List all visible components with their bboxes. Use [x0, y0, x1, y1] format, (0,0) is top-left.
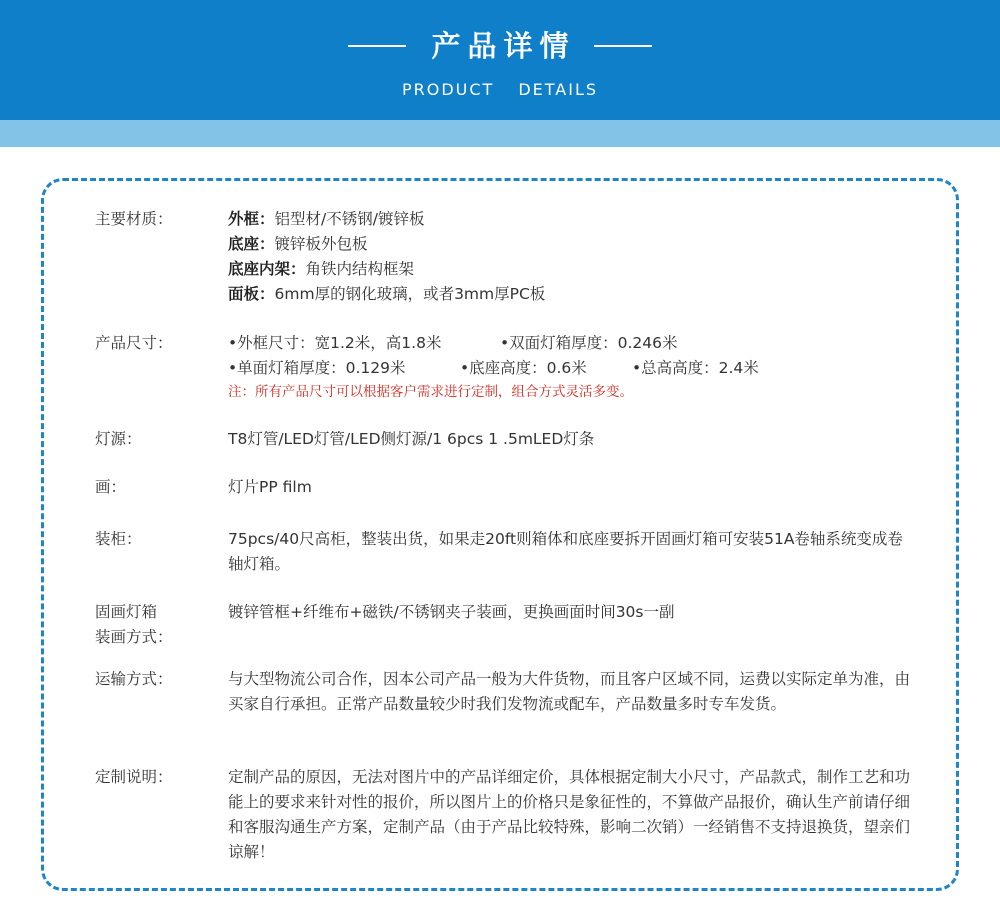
material-value: 铝型材/不锈钢/镀锌板: [274, 210, 425, 228]
material-key: 底座内架：: [228, 260, 306, 278]
materials-label: 主要材质：: [95, 210, 173, 228]
shipping-label: 运输方式：: [95, 670, 173, 688]
material-value: 镀锌板外包板: [274, 235, 368, 253]
light-value: T8灯管/LED灯管/LED侧灯源/1 6pcs 1 .5mLED灯条: [228, 430, 595, 448]
page-title: 产品详情: [431, 29, 576, 63]
subtitle-product: PRODUCT: [401, 79, 495, 99]
shipping-value: 与大型物流公司合作，因本公司产品一般为大件货物，而且客户区域不同，运费以实际定单为准，由买家自行承担。正常产品数量较少时我们发物流或配车，产品数量多时专车发货。: [228, 670, 911, 713]
row-light-source: [95, 427, 915, 452]
material-value: 6mm厚的钢化玻璃，或者3mm厚PC板: [274, 285, 546, 303]
loading-label: 装柜：: [95, 530, 142, 548]
material-key: 外框：: [228, 210, 275, 228]
material-item: [228, 282, 918, 307]
loading-value: 75pcs/40尺高柜，整装出货，如果走20ft则箱体和底座要拆开固画灯箱可安装51A卷轴系统变成卷轴灯箱。: [228, 530, 903, 573]
custom-label: 定制说明：: [95, 768, 173, 786]
material-value: 角铁内结构框架: [305, 260, 415, 278]
row-materials: [95, 207, 915, 313]
material-key: 面板：: [228, 285, 275, 303]
title-left-rule: [348, 45, 406, 47]
row-picture: [95, 475, 915, 500]
dimension-spec: •双面灯箱厚度：0.246米: [500, 334, 678, 352]
picture-label: 画：: [95, 478, 127, 496]
picture-value: 灯片PP film: [228, 478, 312, 496]
materials-content: [228, 207, 918, 307]
material-key: 底座：: [228, 235, 275, 253]
custom-value: 定制产品的原因，无法对图片中的产品详细定价，具体根据定制大小尺寸，产品款式，制作工艺和功能上的要求来针对性的报价，所以图片上的价格只是象征性的，不算做产品报价，确认生产前请仔细和客服沟通生产方案，定制产品（由于产品比较特殊，影响二次销）一经销售不支持退换货，望亲们谅解！: [228, 768, 911, 861]
mounting-label: [95, 600, 205, 650]
dimension-spec: •单面灯箱厚度：0.129米: [228, 359, 406, 377]
title-right-rule: [594, 45, 652, 47]
header-stripe: [0, 120, 1000, 147]
dimension-spec: •总高高度：2.4米: [632, 359, 759, 377]
dimensions-content: [228, 331, 918, 403]
dimension-line: [228, 356, 918, 381]
dimension-spec: •外框尺寸：宽1.2米，高1.8米: [228, 334, 442, 352]
material-item: [228, 232, 918, 257]
light-label: 灯源：: [95, 430, 142, 448]
row-mounting: [95, 600, 915, 652]
title-row: [0, 26, 1000, 66]
row-shipping: [95, 667, 915, 743]
mounting-label-line: 装画方式：: [95, 628, 173, 646]
row-dimensions: [95, 331, 915, 407]
subtitle-details: DETAILS: [518, 79, 599, 99]
dimension-spec: •底座高度：0.6米: [460, 359, 587, 377]
dimensions-note: 注：所有产品尺寸可以根据客户需求进行定制，组合方式灵活多变。: [228, 384, 633, 400]
row-loading: [95, 527, 915, 579]
dimension-line: [228, 331, 918, 356]
dimensions-label: 产品尺寸：: [95, 334, 173, 352]
page-subtitle: [0, 78, 1000, 100]
material-item: [228, 257, 918, 282]
mounting-label-line: 固画灯箱: [95, 603, 158, 621]
material-item: [228, 207, 918, 232]
mounting-value: 镀锌管框+纤维布+磁铁/不锈钢夹子装画，更换画面时间30s一副: [228, 603, 675, 621]
row-custom: [95, 765, 915, 867]
